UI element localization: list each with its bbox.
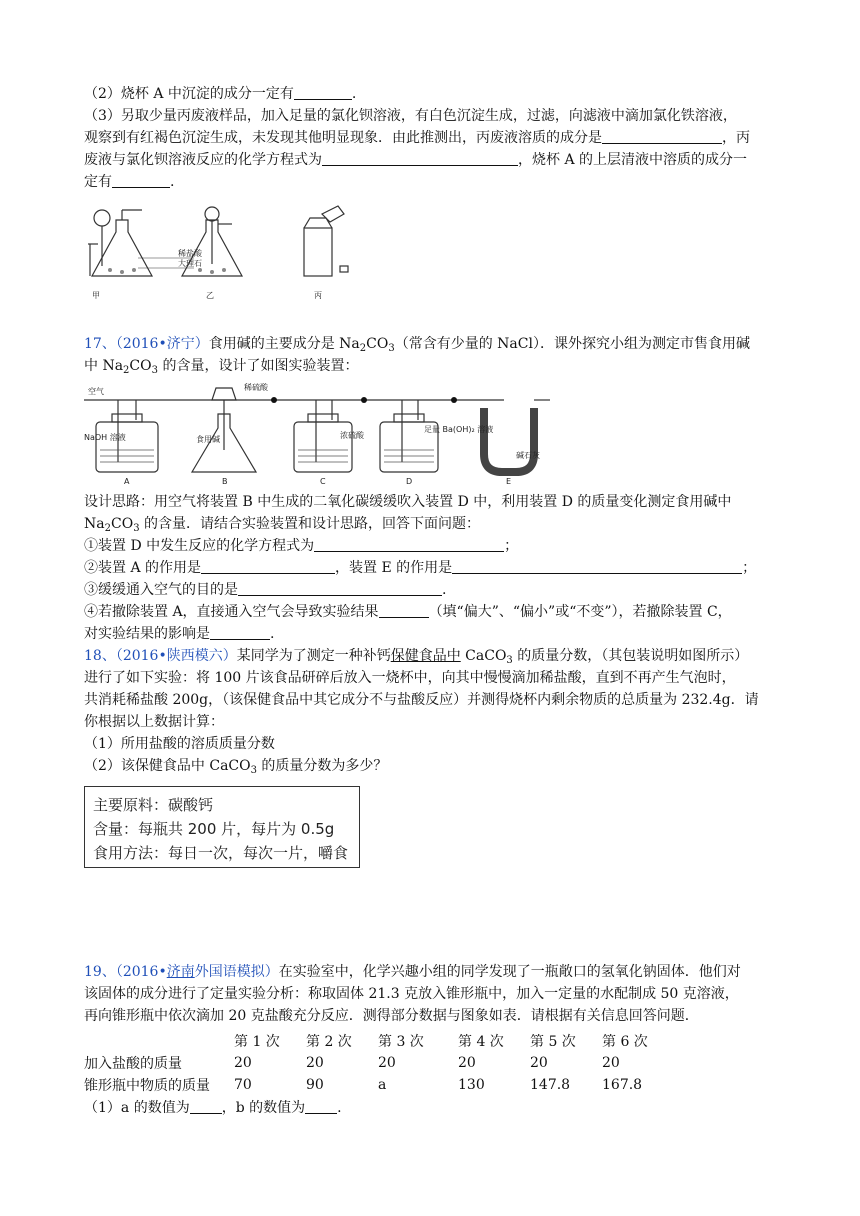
q18-line6: （2）该保健食品中 CaCO$_3$ 的质量分数为多少？ (84, 758, 388, 776)
label-B: B (222, 477, 228, 486)
label-soda-lime: 碱石灰 (516, 451, 540, 460)
q19-sub1: （1）a 的数值为 ，b 的数值为 . (84, 1100, 342, 1116)
data-table (84, 1030, 662, 1096)
q18-line4: 你根据以上数据计算： (84, 714, 224, 730)
q18-line2: 进行了如下实验：将 100 片该食品研碎后放入一烧杯中，向其中慢慢滴加稀盐酸，直到不再产生气泡时， (84, 670, 736, 686)
q17-sub4: ④若撤除装置 A，直接通入空气会导致实验结果 （填“偏大”、“偏小”或“不变”），若撤除装置 C， (84, 604, 732, 620)
q18-line5: （1）所用盐酸的溶质质量分数 (84, 736, 275, 752)
question-source: （2016•济宁） (115, 336, 209, 352)
q16-apparatus-figure (82, 204, 372, 304)
label-marble: 大理石 (178, 259, 202, 268)
linked-text[interactable]: 保健食品中 (390, 648, 461, 664)
label-baoh2: 足量 Ba(OH)₂ 溶液 (424, 425, 494, 434)
label-naoh: NaOH 溶液 (84, 433, 126, 442)
source-link[interactable]: 济南 (166, 964, 195, 980)
q17-sub3: ③缓缓通入空气的目的是 . (84, 582, 447, 598)
label-air: 空气 (88, 387, 104, 396)
label-soda: 食用碱 (196, 435, 220, 444)
label-E: E (506, 477, 512, 486)
answer-blank[interactable] (238, 580, 442, 596)
q17-line2: 中 $Na_2CO_3$ 的含量，设计了如图实验装置： (84, 358, 359, 376)
label-A: A (124, 477, 130, 486)
answer-blank[interactable] (452, 558, 742, 574)
table-row: 加入盐酸的质量 20 20 20 20 20 20 (84, 1055, 620, 1072)
caption-bing: 丙 (314, 291, 322, 300)
q16-part3-line3: 废液与氯化钡溶液反应的化学方程式为 ，烧杯 A 的上层清液中溶质的成分一 (84, 152, 748, 168)
answer-blank[interactable] (294, 84, 352, 100)
q17-line4: $Na_2CO_3$ 的含量．请结合实验装置和设计思路，回答下面问题： (84, 516, 481, 534)
package-label-box (84, 786, 360, 868)
box-row-usage: 食用方法：每日一次，每次一片，嚼食 (93, 844, 349, 862)
label-D: D (406, 477, 413, 486)
box-row-content: 含量：每瓶共 200 片，每片为 0.5g (93, 820, 335, 838)
q16-part3-line4: 定有 . (84, 174, 175, 190)
q16-part3-line1: （3）另取少量丙废液样品，加入足量的氯化钡溶液，有白色沉淀生成，过滤，向滤液中滴加氯化铁溶液， (84, 108, 737, 124)
label-dilute-hcl: 稀盐酸 (178, 249, 202, 258)
answer-blank[interactable] (190, 1098, 222, 1114)
q17-apparatus-figure (84, 380, 554, 486)
q18-line3: 共消耗稀盐酸 200g，（该保健食品中其它成分不与盐酸反应）并测得烧杯内剩余物质的总质量为 232.4g．请 (84, 692, 759, 708)
q19-line3: 再向锥形瓶中依次滴加 20 克盐酸充分反应．测得部分数据与图象如表．请根据有关信息回答问题． (84, 1008, 699, 1024)
answer-blank[interactable] (112, 172, 170, 188)
table-header-row: 第 1 次 第 2 次 第 3 次 第 4 次 第 5 次 第 6 次 (234, 1034, 648, 1050)
question-number: 18、 (84, 648, 116, 664)
answer-blank[interactable] (322, 150, 518, 166)
q16-part3-line2: 观察到有红褐色沉淀生成，未发现其他明显现象．由此推测出，丙废液溶质的成分是 ，丙 (84, 130, 750, 146)
answer-blank[interactable] (314, 536, 504, 552)
question-number: 17、 (84, 336, 116, 352)
answer-blank[interactable] (201, 558, 335, 574)
label-C: C (320, 477, 326, 486)
answer-blank[interactable] (210, 624, 270, 640)
q17-sub5: 对实验结果的影响是 . (84, 626, 275, 642)
answer-blank[interactable] (602, 128, 722, 144)
question-number: 19、 (84, 964, 116, 980)
q17-line3: 设计思路：用空气将装置 B 中生成的二氧化碳缓缓吹入装置 D 中，利用装置 D 的质量变化测定食用碱中 (84, 494, 732, 510)
label-dilute-h2so4: 稀硫酸 (244, 383, 268, 392)
caption-jia: 甲 (92, 291, 100, 300)
q19-line2: 该固体的成分进行了定量实验分析：称取固体 21.3 克放入锥形瓶中，加入一定量的水配制成 50 克溶液， (84, 986, 739, 1002)
q16-part2: （2）烧杯 A 中沉淀的成分一定有 . (84, 86, 357, 102)
answer-blank[interactable] (379, 602, 429, 618)
caption-yi: 乙 (206, 291, 214, 300)
q17-line1: 17、（2016•济宁）食用碱的主要成分是 $Na_2CO_3$（常含有少量的 NaCl）．课外探究小组为测定市售食用碱 (84, 336, 750, 354)
question-source: （2016•陕西模六） (115, 648, 237, 664)
answer-blank[interactable] (305, 1098, 337, 1114)
q19-line1: 19、（2016•济南外国语模拟）在实验室中，化学兴趣小组的同学发现了一瓶敞口的氢氧化钠固体．他们对 (84, 964, 741, 980)
q17-sub1: ①装置 D 中发生反应的化学方程式为 ； (84, 538, 519, 554)
label-conc-h2so4: 浓硫酸 (340, 431, 364, 440)
q18-line1: 18、（2016•陕西模六）某同学为了测定一种补钙保健食品中 CaCO$_3$ 的质量分数，（其包装说明如图所示） (84, 648, 749, 666)
table-row: 锥形瓶中物质的质量 70 90 a 130 147.8 167.8 (84, 1077, 643, 1094)
q17-sub2: ②装置 A 的作用是 ，装置 E 的作用是 ； (84, 560, 757, 576)
box-row-ingredient: 主要原料：碳酸钙 (93, 796, 214, 814)
